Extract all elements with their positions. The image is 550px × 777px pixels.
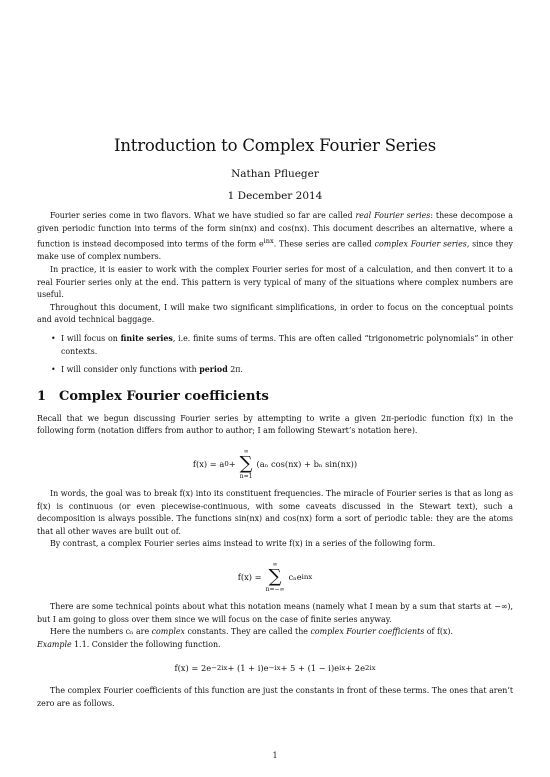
equation-real-fourier-series xyxy=(37,444,513,484)
list-item xyxy=(51,333,513,358)
equation-text: + 5 + (1 − i)e xyxy=(280,663,340,674)
emphasis: complex xyxy=(151,627,185,637)
sigma-icon: ∑ xyxy=(239,452,253,474)
example-label: Example xyxy=(37,639,72,649)
equation-text: (aₙ cos(nx) + bₙ sin(nx)) xyxy=(256,458,358,469)
intro-paragraph-3: Throughout this document, I will make two significant simplifications, in order to focus on the conceptual points and avoid technical baggage. xyxy=(37,302,513,325)
sum-upper-limit: ∞ xyxy=(243,447,249,455)
text-run: , since they make use of complex numbers. xyxy=(37,239,514,262)
equation-example-function xyxy=(37,657,513,679)
paper-title: Introduction to Complex Fourier Series xyxy=(114,136,436,155)
intro-paragraph-2: In practice, it is easier to work with the complex Fourier series for most of a calculation, and then convert it to a real Fourier series only at the end. This pattern is very typical of many of the situations where complex numbers are useful. xyxy=(37,265,513,300)
text-run: constants. They are called the xyxy=(184,627,311,637)
emphasis: real Fourier series xyxy=(355,211,431,220)
section-paragraph-5 xyxy=(37,626,513,639)
section-heading xyxy=(37,389,513,405)
sum-upper-limit: ∞ xyxy=(272,560,278,568)
paper-author: Nathan Pflueger xyxy=(231,168,319,180)
text-run: I will focus on xyxy=(61,333,121,343)
section-paragraph-2: In words, the goal was to break f(x) into its constituent frequencies. The miracle of Fourier series is that as long as f(x) is continuous (or even piecewise-continuous, with some caveats discussed in the Stewart text), such a decomposition is always possible. The functions sin(nx) and cos(nx) form a sort of periodic table: they are the atoms that all other waves are built out of. xyxy=(37,488,513,536)
text-run: Fourier series come in two flavors. What we have studied so far are called xyxy=(50,211,356,220)
section-paragraph-6: The complex Fourier coefficients of this function are just the constants in front of these terms. The ones that aren’t zero are as follows. xyxy=(37,686,513,708)
bold-term: period xyxy=(199,365,228,375)
intro-paragraph-1 xyxy=(37,210,513,264)
equation-text: f(x) = a xyxy=(192,458,225,469)
superscript: 2ix xyxy=(365,664,376,673)
equation-text: + 2e xyxy=(345,663,365,674)
superscript: inx xyxy=(301,572,313,581)
equation-text: cₙe xyxy=(288,571,302,582)
text-run: Here the numbers cₙ are xyxy=(50,627,152,637)
sum-lower-limit: n=1 xyxy=(239,472,253,480)
text-run: 2π. xyxy=(227,365,243,375)
superscript: −ix xyxy=(268,664,281,673)
equation-text: + xyxy=(228,458,236,469)
summation-operator xyxy=(266,561,285,593)
text-run: Consider the following function. xyxy=(89,639,221,649)
subscript: 0 xyxy=(224,459,229,468)
sum-lower-limit: n=−∞ xyxy=(265,585,285,593)
bullet-icon: • xyxy=(51,365,56,375)
simplification-list xyxy=(37,333,513,377)
equation-text: + (1 + i)e xyxy=(227,663,269,674)
example-number: 1.1. xyxy=(71,639,90,649)
text-run: . These series are called xyxy=(273,239,375,249)
list-item xyxy=(51,364,513,377)
summation-operator xyxy=(240,448,253,480)
paper-date: 1 December 2014 xyxy=(227,190,323,202)
emphasis: complex Fourier coefficients xyxy=(310,627,425,637)
superscript: inx xyxy=(263,237,274,246)
text-run: , i.e. finite sums of terms. This are often called “trigonometric polynomials” in other contexts. xyxy=(61,333,513,356)
equation-complex-fourier-series xyxy=(37,557,513,597)
equation-text: f(x) = 2e xyxy=(174,663,212,674)
section-paragraph-1: Recall that we begun discussing Fourier series by attempting to write a given 2π-periodic function f(x) in the following form (notation differs from author to author; I am following Stewart’s notation here). xyxy=(37,413,513,436)
section-number: 1 xyxy=(37,388,47,404)
text-run: I will consider only functions with xyxy=(61,365,200,375)
text-run: : these decompose a given periodic function into terms of the form sin(nx) and cos(nx). This document describes an alternative, where a function is instead decomposed into terms of the form e xyxy=(37,211,513,249)
bold-term: finite series xyxy=(120,333,173,343)
superscript: −2ix xyxy=(211,664,228,673)
page-number: 1 xyxy=(272,751,278,760)
section-title: Complex Fourier coefficients xyxy=(59,388,269,404)
superscript: ix xyxy=(339,664,346,673)
example-paragraph xyxy=(37,639,513,652)
emphasis: complex Fourier series xyxy=(374,239,467,249)
paper-body xyxy=(37,210,513,710)
bullet-icon: • xyxy=(51,333,56,343)
section-paragraph-3: By contrast, a complex Fourier series aims instead to write f(x) in a series of the following form. xyxy=(50,539,436,549)
section-paragraph-4: There are some technical points about what this notation means (namely what I mean by a sum that starts at −∞), but I am going to gloss over them since we will focus on the case of finite series anyway. xyxy=(37,601,513,624)
text-run: of f(x). xyxy=(424,627,454,637)
equation-text: f(x) = xyxy=(237,571,262,582)
sigma-icon: ∑ xyxy=(268,565,282,587)
